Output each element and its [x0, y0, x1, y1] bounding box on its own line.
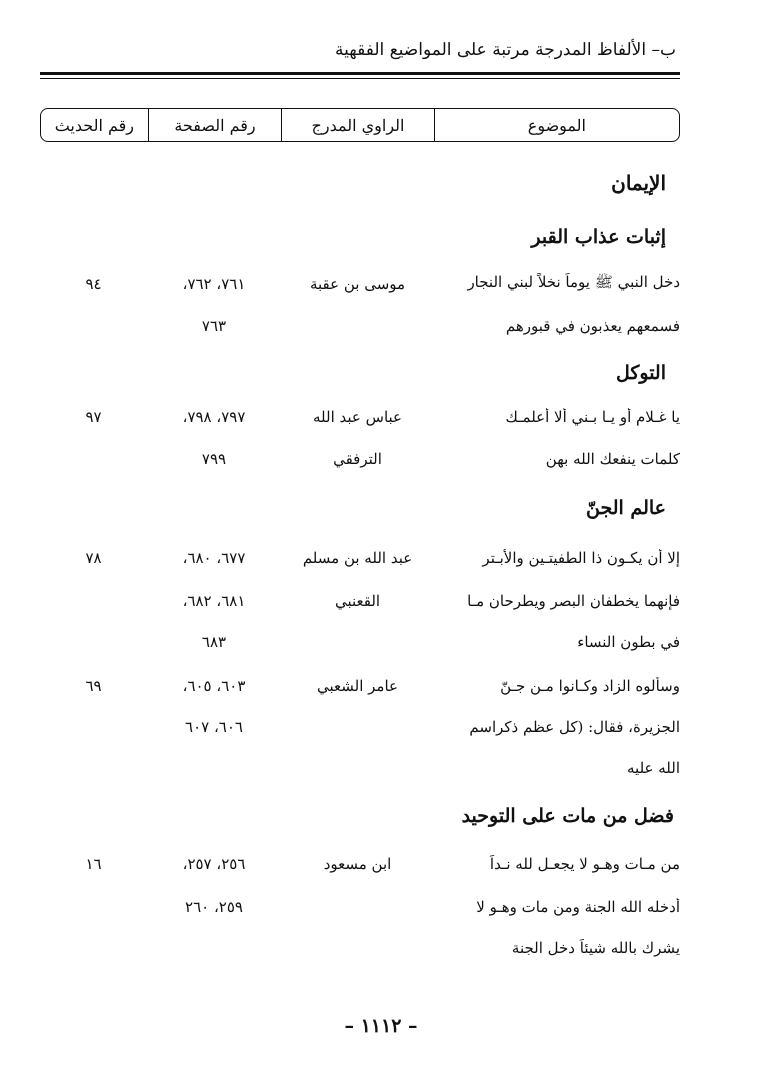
topic-cell: وسألوه الزاد وكـانوا مـن جـنّ	[500, 677, 680, 695]
section-title-tawakkul: التوكل	[615, 362, 666, 384]
topic-cell: الجزيرة، فقال: (كل عظم ذكراسم	[469, 718, 680, 736]
table-row	[40, 713, 680, 741]
table-row	[40, 850, 680, 878]
narrator-cell: ابن مسعود	[323, 855, 392, 873]
table-row	[40, 934, 680, 962]
table-row	[40, 270, 680, 298]
table-row	[40, 312, 680, 340]
narrator-cell: القعنبي	[334, 592, 381, 610]
topic-cell: كلمات ينفعك الله بهن	[545, 450, 680, 468]
section-title-grave-punishment: إثبات عذاب القبر	[531, 226, 666, 248]
narrator-cell: موسى بن عقبة	[309, 275, 406, 293]
table-row	[40, 587, 680, 615]
section-title-jinn: عالم الجنّ	[586, 497, 666, 519]
column-header-hadith: رقم الحديث	[54, 115, 135, 135]
running-title: ب– الألفاظ المدرجة مرتبة على المواضيع الفقهية	[335, 40, 676, 60]
hadith-cell: ٧٨	[85, 549, 102, 567]
table-row	[40, 403, 680, 431]
page-cell: ٧٦٣	[201, 317, 227, 335]
page-cell: ٧٦١، ٧٦٢،	[182, 275, 246, 293]
page-cell: ٦٠٦، ٦٠٧	[185, 718, 243, 736]
table-row	[40, 672, 680, 700]
page-cell: ٢٥٩، ٢٦٠	[185, 898, 243, 916]
header-rule	[40, 72, 680, 75]
table-row	[40, 893, 680, 921]
hadith-cell: ١٦	[85, 855, 102, 873]
section-title-tawhid: فضل من مات على التوحيد	[461, 805, 674, 827]
header-rule-thin	[40, 78, 680, 79]
column-header-narrator: الراوي المدرج	[281, 109, 434, 141]
topic-cell: يا غـلام أو يـا بـني ألا أعلمـك	[505, 408, 680, 426]
hadith-cell: ٦٩	[85, 677, 102, 695]
section-title-iman: الإيمان	[611, 171, 666, 195]
page-cell: ٧٩٩	[201, 450, 227, 468]
table-row	[40, 544, 680, 572]
topic-cell: أدخله الله الجنة ومن مات وهـو لا	[476, 898, 680, 916]
narrator-cell: عامر الشعبي	[317, 677, 398, 695]
topic-cell: فسمعهم يعذبون في قبورهم	[505, 317, 680, 335]
topic-cell: في بطون النساء	[577, 633, 680, 651]
table-row	[40, 754, 680, 782]
page-cell: ٦٨٣	[201, 633, 227, 651]
narrator-cell: الترفقي	[333, 450, 382, 468]
page-number: – ١١١٢ –	[344, 1015, 418, 1037]
column-header-page: رقم الصفحة	[148, 109, 282, 141]
hadith-cell: ٩٤	[85, 275, 102, 293]
table-row	[40, 445, 680, 473]
topic-cell: الله عليه	[627, 759, 680, 777]
topic-cell: دخل النبي ﷺ يوماً نخلاً لبني النجار	[467, 273, 680, 291]
topic-cell: من مـات وهـو لا يجعـل لله نـداً	[489, 855, 680, 873]
table-row	[40, 628, 680, 656]
topic-cell: يشرك بالله شيئاً دخل الجنة	[511, 939, 680, 957]
topic-cell: إلا أن يكـون ذا الطفيتـين والأبـتر	[482, 549, 680, 567]
hadith-cell: ٩٧	[85, 408, 102, 426]
page-cell: ٧٩٧، ٧٩٨،	[182, 408, 246, 426]
table-header	[40, 108, 680, 142]
page-cell: ٦٨١، ٦٨٢،	[182, 592, 246, 610]
page-cell: ٦٧٧، ٦٨٠،	[182, 549, 246, 567]
topic-cell: فإنهما يخطفان البصر ويطرحان مـا	[467, 592, 680, 610]
column-header-topic: الموضوع	[434, 109, 679, 141]
narrator-cell: عباس عبد الله	[313, 408, 402, 426]
narrator-cell: عبد الله بن مسلم	[302, 549, 413, 567]
page-cell: ٢٥٦، ٢٥٧،	[182, 855, 246, 873]
page-cell: ٦٠٣، ٦٠٥،	[182, 677, 246, 695]
